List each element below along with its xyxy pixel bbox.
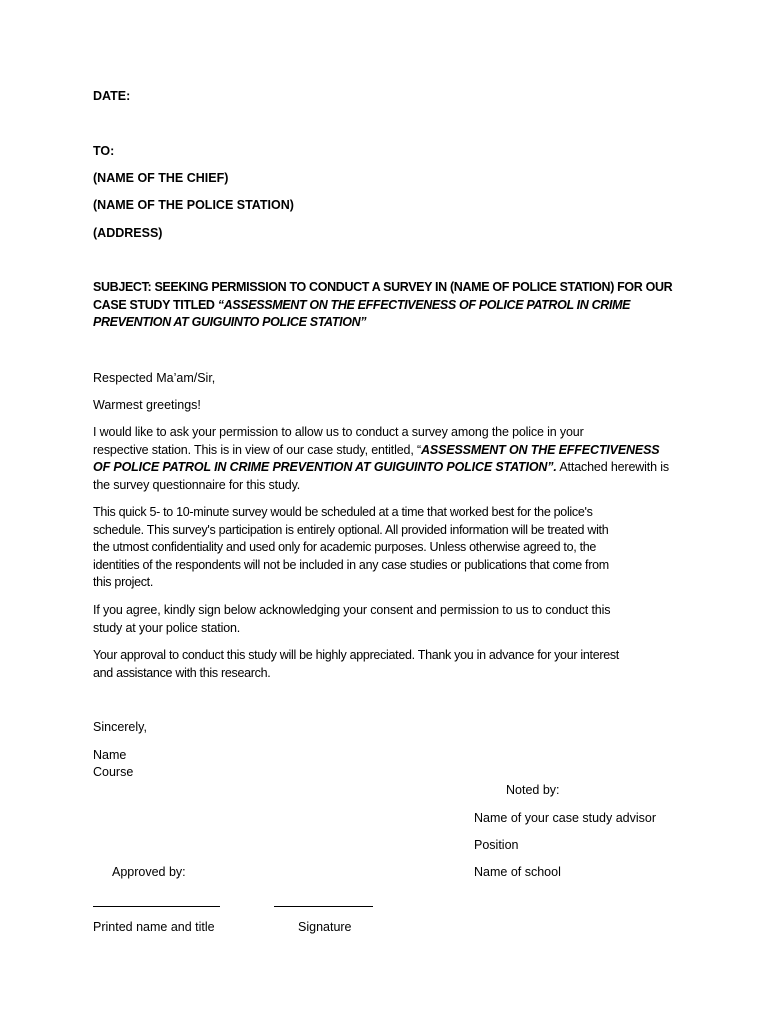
- sender-course: Course: [93, 765, 134, 779]
- approved-by-label: Approved by:: [112, 865, 186, 879]
- paragraph-request: I would like to ask your permission to allow us to conduct a survey among the police in your respective station. This is in view of our case study, entitled, “ASSESSMENT ON THE EFFECTIVENESS OF POLICE PATROL IN CRIME PREVENTION AT GUIGUINTO POLICE STATION”. Attached herewith is the survey questionnaire for this study.: [93, 425, 669, 492]
- paragraph-appreciation: Your approval to conduct this study will be highly appreciated. Thank you in advance for your interest and assistance with this research.: [93, 648, 619, 680]
- printed-name-label: Printed name and title: [93, 920, 215, 934]
- advisor-name: Name of your case study advisor: [474, 811, 657, 825]
- school-name: Name of school: [474, 865, 561, 879]
- to-label: TO:: [93, 144, 115, 158]
- noted-by-label: Noted by:: [506, 783, 560, 797]
- printed-name-line: [93, 906, 220, 907]
- signature-line: [274, 906, 373, 907]
- sender-name: Name: [93, 748, 127, 762]
- recipient-address: (ADDRESS): [93, 226, 163, 240]
- paragraph-survey-details: This quick 5- to 10-minute survey would be scheduled at a time that worked best for the police's schedule. This survey's participation is entirely optional. All provided information will be treated with the utmost confidentiality and used only for academic purposes. Unless otherwise agreed to, the identities of the respondents will not be included in any case studies or publications that come from this project.: [93, 505, 609, 590]
- salutation: Respected Ma’am/Sir,: [93, 371, 216, 385]
- signature-label: Signature: [298, 920, 352, 934]
- subject-line: SUBJECT: SEEKING PERMISSION TO CONDUCT A SURVEY IN (NAME OF POLICE STATION) FOR OUR CASE STUDY TITLED “ASSESSMENT ON THE EFFECTIVENESS OF POLICE PATROL IN CRIME PREVENTION AT GUIGUINTO POLICE STATION”: [93, 280, 673, 330]
- advisor-position: Position: [474, 838, 519, 852]
- recipient-station: (NAME OF THE POLICE STATION): [93, 198, 294, 212]
- greeting: Warmest greetings!: [93, 398, 201, 412]
- date-label: DATE:: [93, 89, 131, 103]
- closing: Sincerely,: [93, 720, 147, 734]
- paragraph-consent: If you agree, kindly sign below acknowledging your consent and permission to us to conduct this study at your police station.: [93, 603, 611, 635]
- recipient-chief: (NAME OF THE CHIEF): [93, 171, 229, 185]
